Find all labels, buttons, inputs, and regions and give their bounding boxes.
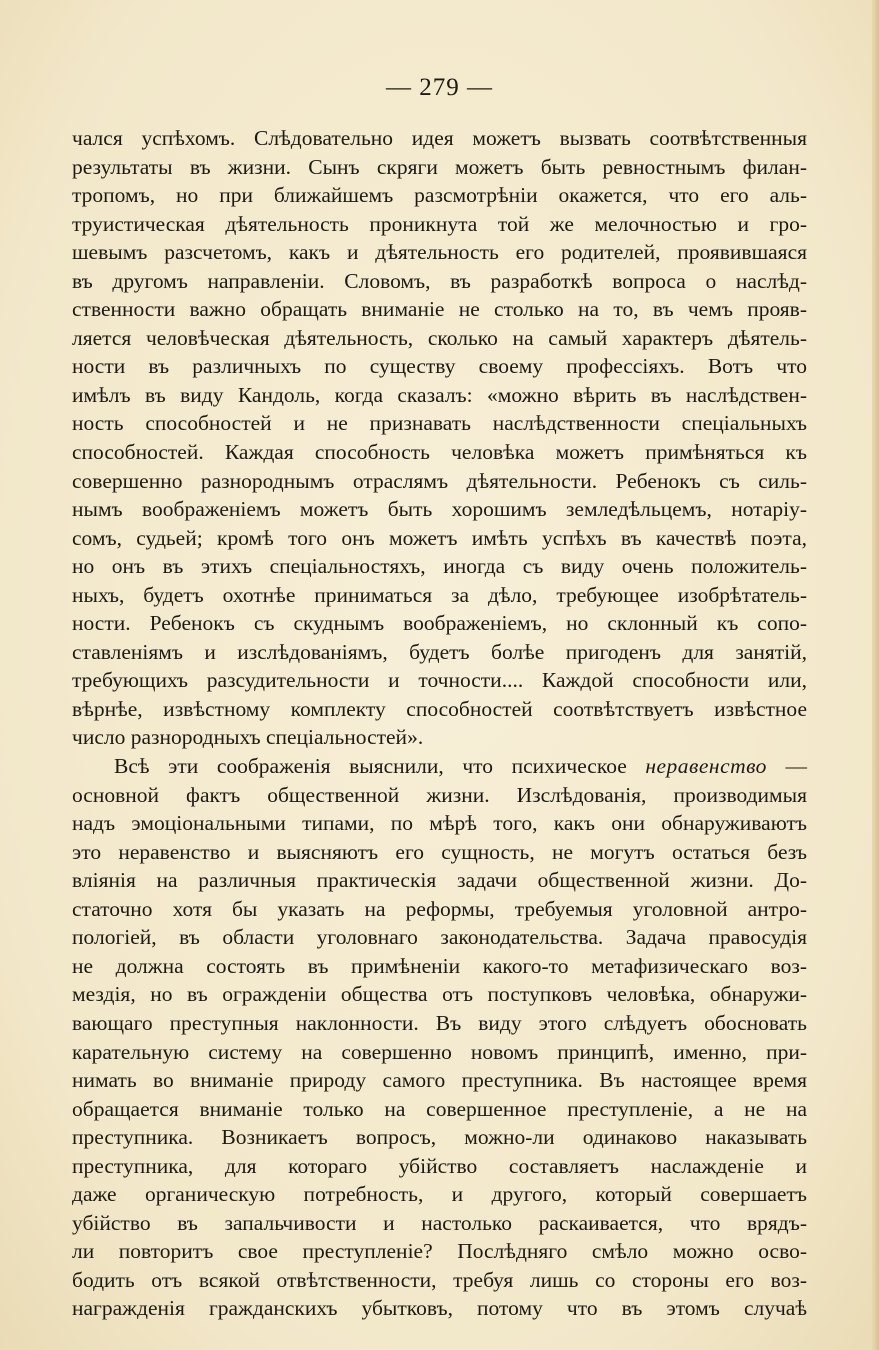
text-line: статочно хотя бы указать на реформы, требуемыя уголовной антро-	[72, 896, 807, 921]
text-span: Всѣ эти соображенія выяснили, что психическое	[114, 754, 646, 779]
text-line: ныхъ, будетъ охотнѣе приниматься за дѣло, требующее изобрѣтатель-	[72, 582, 807, 607]
text-line: даже органическую потребность, и другого, который совершаетъ	[72, 1182, 807, 1207]
text-line: труистическая дѣятельность проникнута той же мелочностью и гро-	[72, 211, 807, 236]
text-line: основной фактъ общественной жизни. Изслѣдованія, производимыя	[72, 782, 807, 807]
emphasized-word: неравенство	[645, 754, 767, 779]
page-edge	[872, 0, 879, 1350]
text-line: вліянія на различныя практическія задачи общественной жизни. До-	[72, 868, 807, 893]
text-line: надъ эмоціональными типами, по мѣрѣ того, какъ они обнаруживаютъ	[72, 811, 807, 836]
text-line: сомъ, судьей; кромѣ того онъ можетъ имѣть успѣхъ въ качествѣ поэта,	[72, 525, 807, 550]
text-line: мездія, но въ огражденіи общества отъ поступковъ человѣка, обнаружи-	[72, 982, 807, 1007]
text-line: ности въ различныхъ по существу своему профессіяхъ. Вотъ что	[72, 354, 807, 379]
text-line: ли повторитъ свое преступленіе? Послѣдняго смѣло можно осво-	[72, 1239, 807, 1264]
text-line: вающаго преступныя наклонности. Въ виду этого слѣдуетъ обосновать	[72, 1010, 807, 1035]
text-line: шевымъ разсчетомъ, какъ и дѣятельность его родителей, проявившаяся	[72, 240, 807, 265]
text-line: ности. Ребенокъ съ скуднымъ воображеніемъ, но склонный къ сопо-	[72, 611, 807, 636]
text-line: обращается вниманіе только на совершенное преступленіе, а не на	[72, 1096, 807, 1121]
text-line: вѣрнѣе, извѣстному комплекту способностей соотвѣтствуетъ извѣстное	[72, 696, 807, 721]
text-line: награжденія гражданскихъ убытковъ, потому что въ этомъ случаѣ	[72, 1296, 807, 1321]
text-line: преступника, для котораго убійство составляетъ наслажденіе и	[72, 1153, 807, 1178]
text-line	[72, 752, 807, 781]
text-line: требующихъ разсудительности и точности.... Каждой способности или,	[72, 668, 807, 693]
text-line: пологіей, въ области уголовнаго законодательства. Задача правосудія	[72, 925, 807, 950]
text-line: результаты въ жизни. Сынъ скряги можетъ быть ревностнымъ филан-	[72, 154, 807, 179]
text-line: способностей. Каждая способность человѣка можетъ примѣняться къ	[72, 440, 807, 465]
text-line: имѣлъ въ виду Кандоль, когда сказалъ: «можно вѣрить въ наслѣдствен-	[72, 382, 807, 407]
text-line: чался успѣхомъ. Слѣдовательно идея можетъ вызвать соотвѣтственныя	[72, 126, 807, 150]
text-line: нимать во вниманіе природу самого преступника. Въ настоящее время	[72, 1068, 807, 1093]
text-line: ность способностей и не признавать наслѣдственности спеціальныхъ	[72, 411, 807, 436]
body-text	[72, 124, 807, 1323]
text-line: не должна состоять въ примѣненіи какого-то метафизическаго воз-	[72, 953, 807, 978]
text-line: но онъ въ этихъ спеціальностяхъ, иногда съ виду очень положитель-	[72, 554, 807, 579]
text-line: совершенно разнороднымъ отраслямъ дѣятельности. Ребенокъ съ силь-	[72, 468, 807, 493]
text-line: ляется человѣческая дѣятельность, сколько на самый характеръ дѣятель-	[72, 325, 807, 350]
text-line: въ другомъ направленіи. Словомъ, въ разработкѣ вопроса о наслѣд-	[72, 268, 807, 293]
text-line: нымъ воображеніемъ можетъ быть хорошимъ земледѣльцемъ, нотаріу-	[72, 497, 807, 522]
text-line: ственности важно обращать вниманіе не столько на то, въ чемъ прояв-	[72, 297, 807, 322]
page-number: — 279 —	[386, 74, 493, 101]
text-line: убійство въ запальчивости и настолько раскаивается, что врядъ-	[72, 1210, 807, 1235]
text-line: тропомъ, но при ближайшемъ разсмотрѣніи окажется, что его аль-	[72, 183, 807, 208]
text-line: преступника. Возникаетъ вопросъ, можно-ли одинаково наказывать	[72, 1125, 807, 1150]
text-line: число разнородныхъ спеціальностей».	[72, 725, 424, 750]
text-span: —	[766, 754, 808, 779]
text-line: это неравенство и выясняютъ его сущность, не могутъ остаться безъ	[72, 839, 807, 864]
text-line: карательную систему на совершенно новомъ принципѣ, именно, при-	[72, 1039, 807, 1064]
text-line: ставленіямъ и изслѣдованіямъ, будетъ болѣе пригоденъ для занятій,	[72, 639, 807, 664]
text-line: бодить отъ всякой отвѣтственности, требуя лишь со стороны его воз-	[72, 1267, 807, 1292]
